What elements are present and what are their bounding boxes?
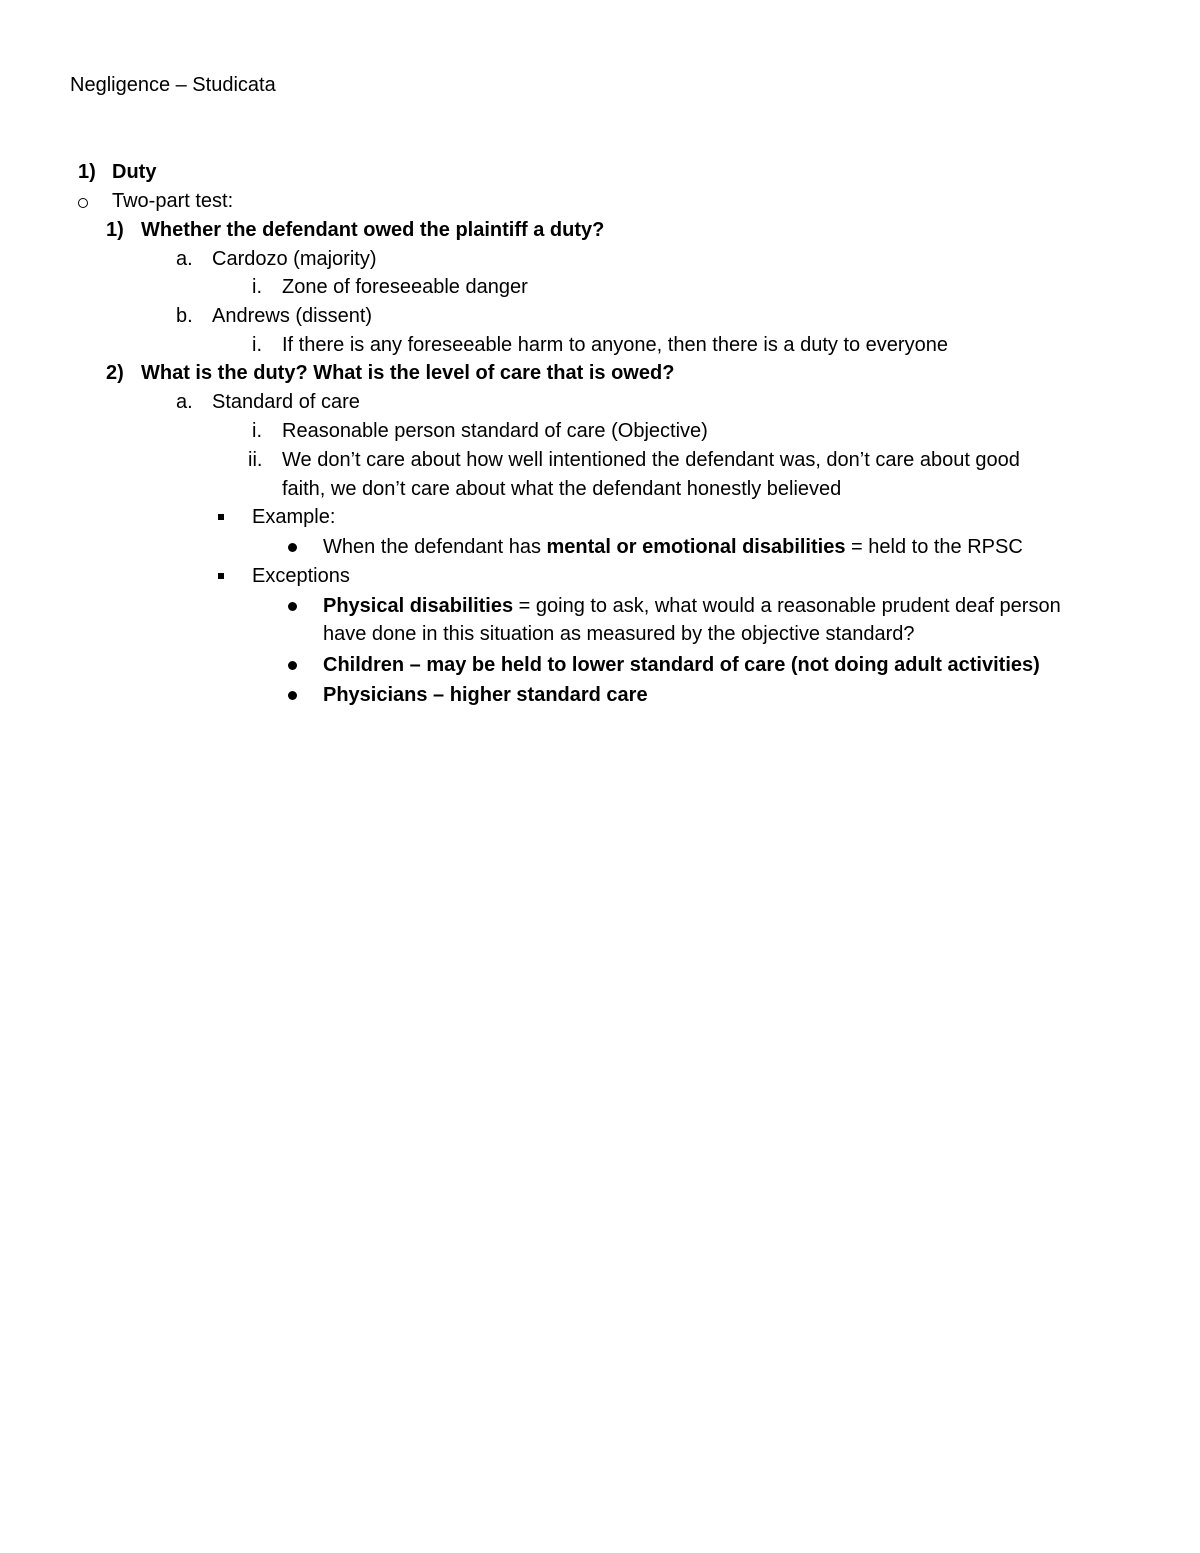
square-bullet-icon (218, 573, 224, 579)
outline-text: Standard of care (212, 391, 360, 413)
outline-marker: i. (252, 334, 262, 356)
round-bullet-icon (288, 691, 297, 700)
square-bullet-icon (218, 514, 224, 520)
outline-marker: 1) (106, 219, 124, 241)
outline-marker: i. (252, 420, 262, 442)
outline-text: If there is any foreseeable harm to anyone, then there is a duty to everyone (282, 334, 948, 356)
outline-text: Children – may be held to lower standard of care (not doing adult activities) (323, 654, 1040, 676)
outline-text: have done in this situation as measured by the objective standard? (323, 623, 915, 645)
outline-marker: ii. (248, 449, 263, 471)
bold-text-run: Physical disabilities (323, 595, 514, 617)
outline-text: Reasonable person standard of care (Objective) (282, 420, 708, 442)
document-title: Negligence – Studicata (70, 74, 276, 96)
outline-text: Example: (252, 506, 336, 528)
outline-heading: What is the duty? What is the level of care that is owed? (141, 362, 675, 384)
text-run: When the defendant has (323, 536, 547, 558)
outline-text (323, 535, 1023, 559)
outline-text: Exceptions (252, 565, 350, 587)
outline-text: We don’t care about how well intentioned the defendant was, don’t care about good (282, 449, 1020, 471)
outline-text: Two-part test: (112, 190, 234, 212)
outline-text: faith, we don’t care about what the defendant honestly believed (282, 478, 842, 500)
outline-marker: 1) (78, 161, 96, 183)
hollow-bullet-icon (78, 198, 88, 208)
round-bullet-icon (288, 661, 297, 670)
outline-marker: b. (176, 305, 193, 327)
outline-text: Zone of foreseeable danger (282, 276, 528, 298)
outline-text: Cardozo (majority) (212, 248, 377, 270)
text-run: = going to ask, what would a reasonable prudent deaf person (513, 595, 1061, 617)
outline-marker: a. (176, 248, 193, 270)
round-bullet-icon (288, 543, 297, 552)
outline-marker: i. (252, 276, 262, 298)
outline-heading: Whether the defendant owed the plaintiff a duty? (141, 219, 605, 241)
bold-text-run: mental or emotional disabilities (546, 536, 846, 558)
outline-text: Physicians – higher standard care (323, 684, 648, 706)
outline-heading: Duty (112, 161, 157, 183)
text-run: = held to the RPSC (845, 536, 1023, 558)
outline-text (323, 594, 1061, 618)
outline-marker: a. (176, 391, 193, 413)
round-bullet-icon (288, 602, 297, 611)
outline-text: Andrews (dissent) (212, 305, 373, 327)
outline-marker: 2) (106, 362, 124, 384)
